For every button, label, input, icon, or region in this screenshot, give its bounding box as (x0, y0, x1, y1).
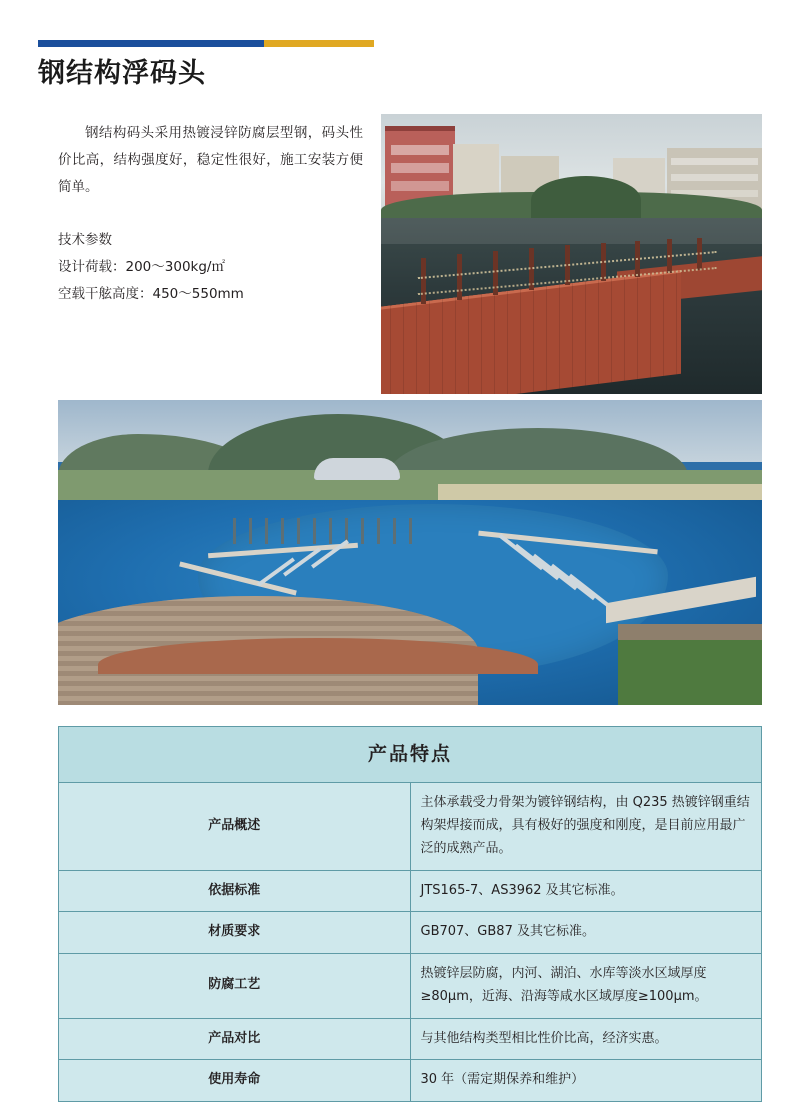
table-row (59, 912, 762, 954)
title-rule (38, 40, 374, 47)
intro-paragraph: 钢结构码头采用热镀浸锌防腐层型钢，码头性价比高，结构强度好，稳定性很好，施工安装方便简单。 (58, 125, 363, 195)
marina-greenbelt (618, 632, 762, 705)
title-rule-accent-segment (264, 40, 374, 47)
table-title: 产品特点 (59, 727, 762, 783)
row-value-material: GB707、GB87 及其它标准。 (410, 912, 762, 954)
table-row (59, 1018, 762, 1060)
row-value-anticorrosion: 热镀锌层防腐，内河、湖泊、水库等淡水区域厚度≥80μm，近海、沿海等咸水区域厚度≥100μm。 (410, 954, 762, 1019)
marina-clubhouse (314, 458, 400, 480)
steel-floating-dock-photo (381, 114, 762, 394)
intro-block (58, 120, 363, 308)
title-rule-primary-segment (38, 40, 264, 47)
row-label-standards: 依据标准 (59, 870, 411, 912)
row-label-overview: 产品概述 (59, 783, 411, 870)
page-header (38, 40, 762, 90)
spec-block (58, 227, 363, 308)
row-label-lifespan: 使用寿命 (59, 1060, 411, 1102)
table-title-row (59, 727, 762, 783)
features-table (58, 726, 762, 1102)
product-features-table (58, 726, 762, 1102)
spec-design-load: 设计荷载：200～300kg/㎡ (58, 259, 225, 275)
table-row (59, 783, 762, 870)
row-value-lifespan: 30 年（需定期保养和维护） (410, 1060, 762, 1102)
row-value-standards: JTS165-7、AS3962 及其它标准。 (410, 870, 762, 912)
marina-aerial-photo (58, 400, 762, 705)
row-label-comparison: 产品对比 (59, 1018, 411, 1060)
photo-treeline-back (531, 176, 641, 224)
page-title: 钢结构浮码头 (38, 58, 206, 89)
table-row (59, 1060, 762, 1102)
table-row (59, 954, 762, 1019)
row-label-anticorrosion: 防腐工艺 (59, 954, 411, 1019)
table-row (59, 870, 762, 912)
marina-mooring-piles (233, 518, 423, 544)
row-value-overview: 主体承载受力骨架为镀锌钢结构，由 Q235 热镀锌钢重结构架焊接而成，具有极好的强度和刚度，是目前应用最广泛的成熟产品。 (410, 783, 762, 870)
row-value-comparison: 与其他结构类型相比性价比高，经济实惠。 (410, 1018, 762, 1060)
row-label-material: 材质要求 (59, 912, 411, 954)
spec-heading: 技术参数 (58, 232, 112, 248)
spec-freeboard-height: 空载干舷高度：450～550mm (58, 286, 244, 302)
